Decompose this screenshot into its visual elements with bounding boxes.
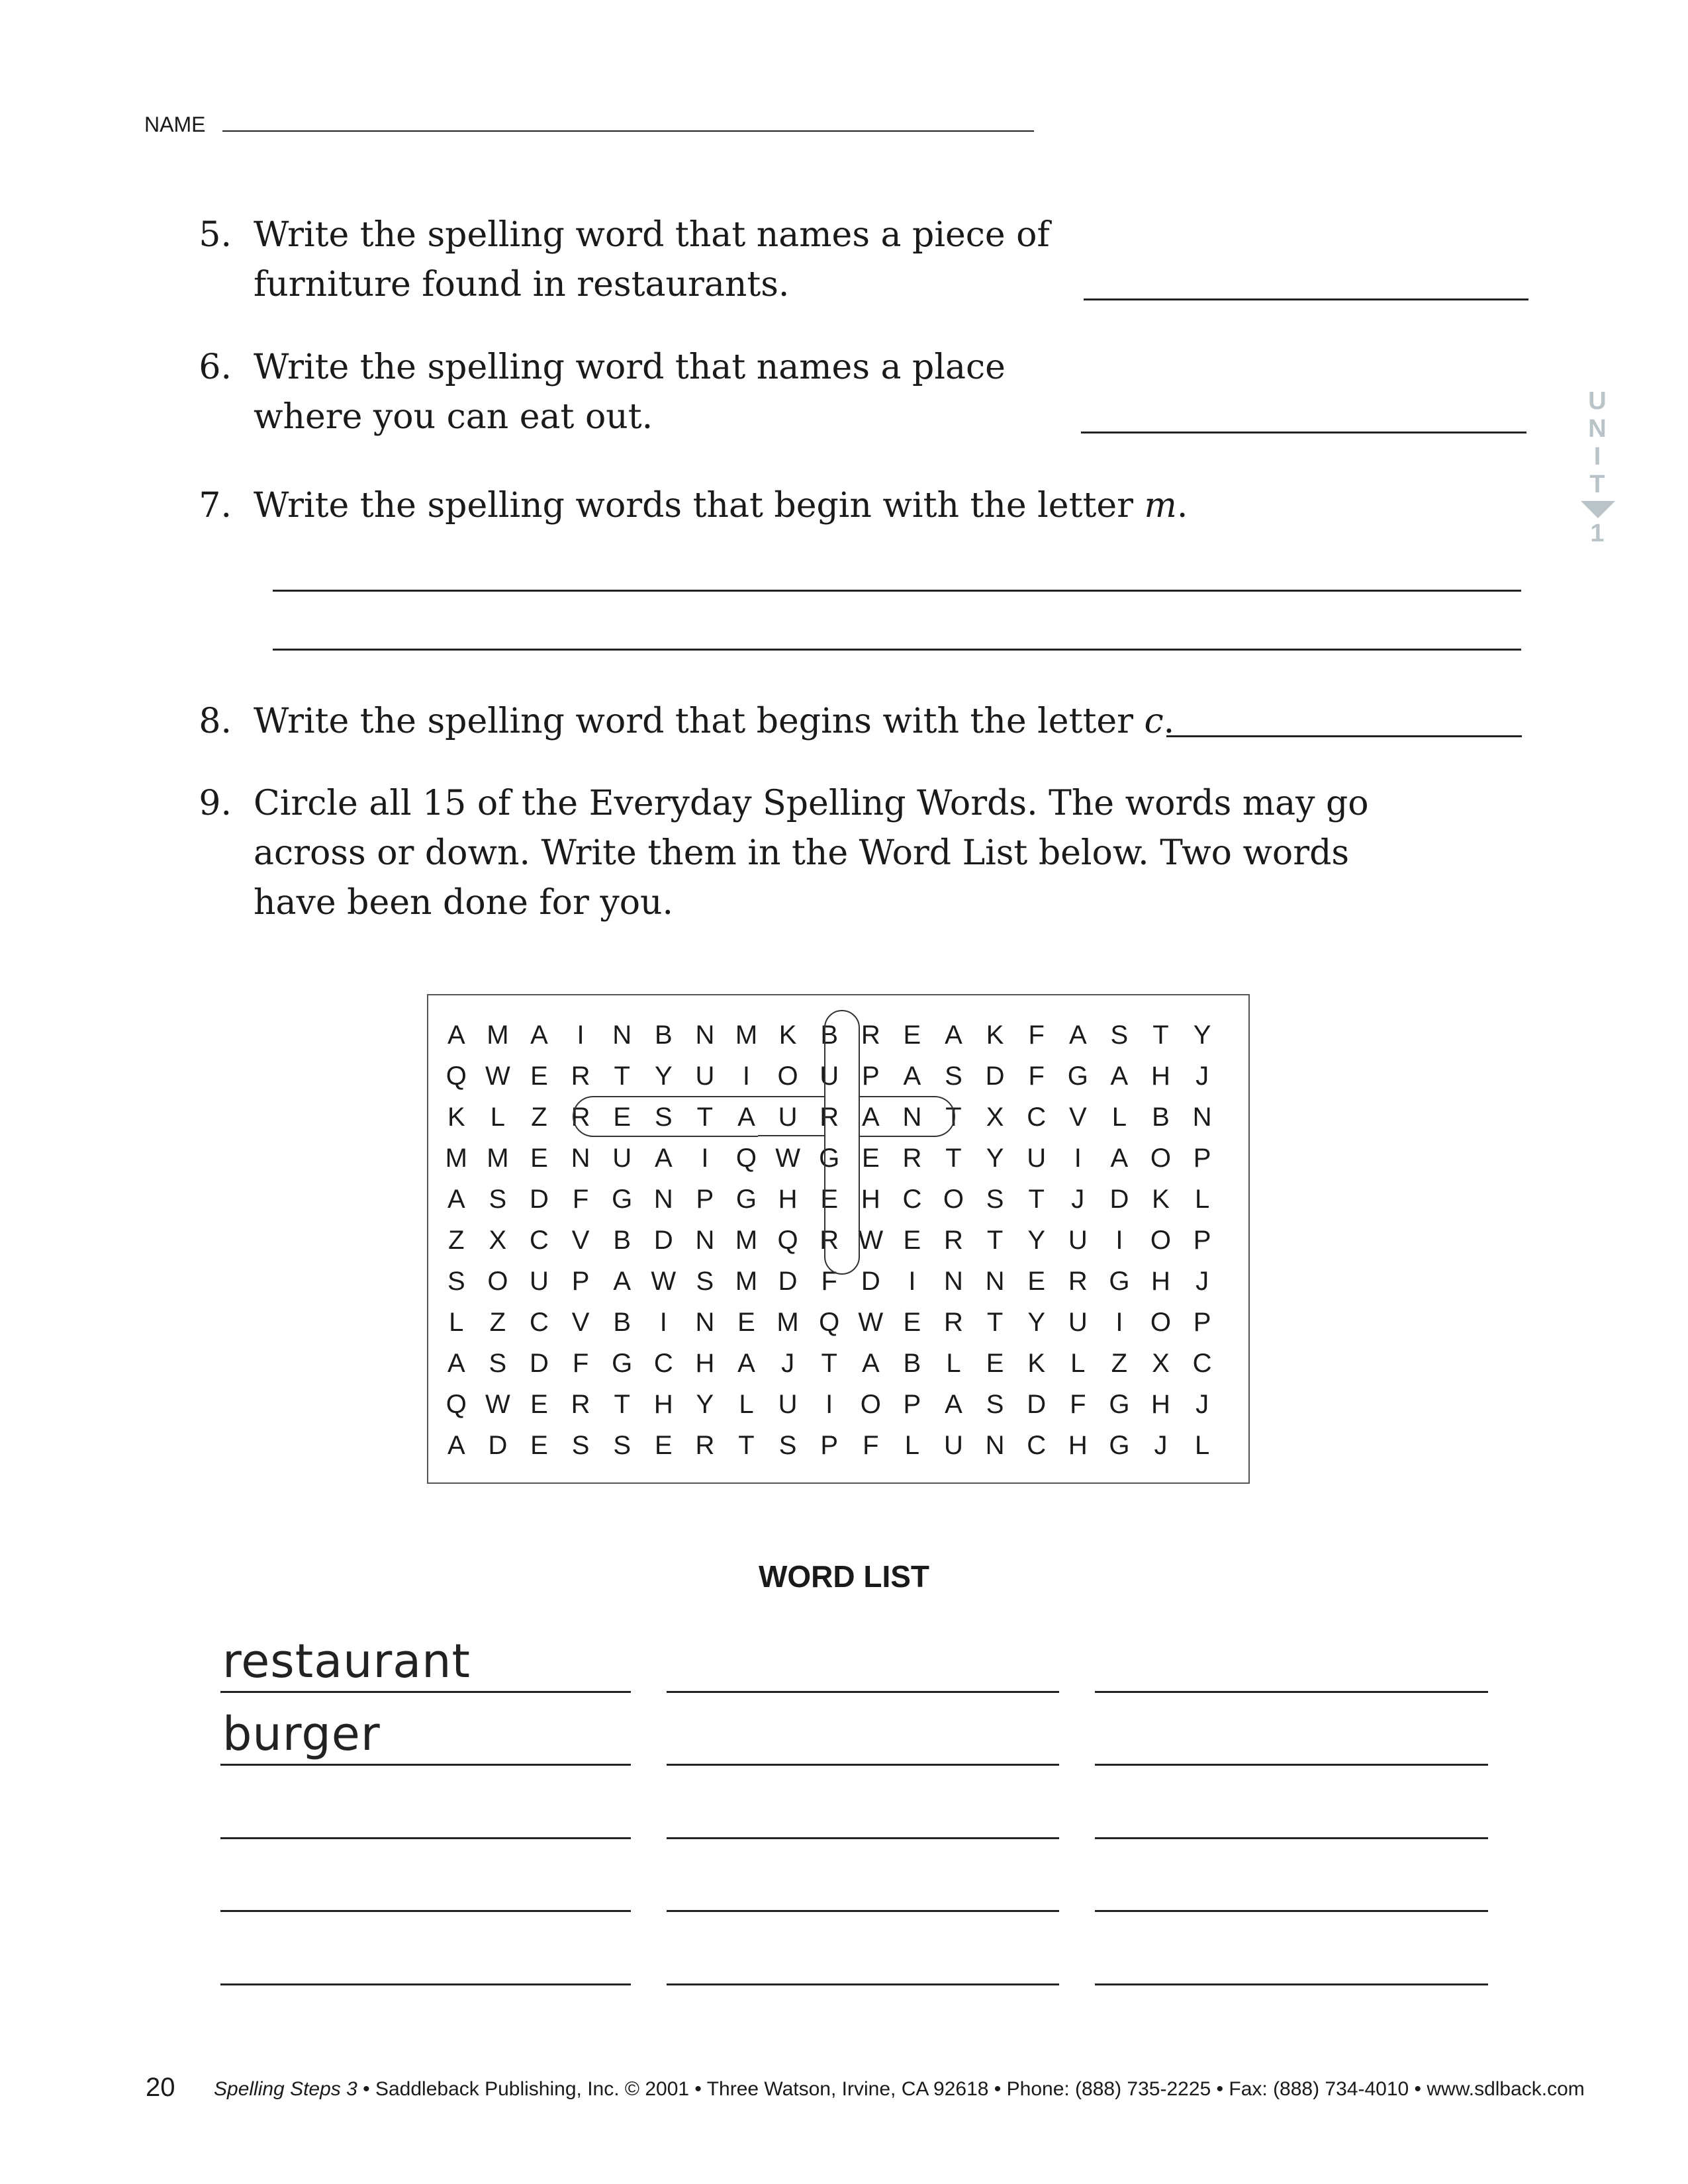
- grid-letter[interactable]: A: [613, 1267, 632, 1296]
- grid-letter[interactable]: E: [903, 1021, 921, 1050]
- grid-letter[interactable]: H: [861, 1185, 880, 1214]
- question-8-text-after: .: [1163, 702, 1175, 741]
- grid-letter[interactable]: A: [903, 1062, 921, 1091]
- grid-letter[interactable]: T: [614, 1062, 630, 1091]
- name-label: NAME: [144, 113, 206, 136]
- grid-letter[interactable]: R: [944, 1226, 963, 1255]
- grid-letter[interactable]: U: [778, 1390, 798, 1419]
- grid-letter[interactable]: B: [1152, 1103, 1170, 1132]
- grid-letter[interactable]: E: [530, 1062, 548, 1091]
- grid-letter[interactable]: U: [1027, 1144, 1047, 1173]
- word-list-line[interactable]: [220, 1691, 631, 1693]
- grid-letter[interactable]: N: [612, 1021, 632, 1050]
- grid-letter[interactable]: J: [1196, 1062, 1209, 1091]
- grid-letter[interactable]: M: [445, 1144, 467, 1173]
- grid-letter[interactable]: I: [908, 1267, 916, 1296]
- grid-letter[interactable]: I: [742, 1062, 751, 1091]
- grid-letter[interactable]: V: [571, 1308, 590, 1337]
- grid-letter[interactable]: C: [902, 1185, 922, 1214]
- grid-letter[interactable]: W: [651, 1267, 677, 1296]
- grid-letter[interactable]: C: [1027, 1431, 1047, 1460]
- grid-letter[interactable]: P: [1193, 1144, 1211, 1173]
- grid-letter[interactable]: X: [986, 1103, 1004, 1132]
- grid-letter[interactable]: T: [696, 1103, 714, 1132]
- grid-letter[interactable]: Y: [1027, 1308, 1046, 1337]
- grid-letter[interactable]: N: [571, 1144, 590, 1173]
- grid-letter[interactable]: X: [1152, 1349, 1170, 1378]
- grid-letter[interactable]: E: [986, 1349, 1004, 1378]
- grid-letter[interactable]: I: [1115, 1308, 1123, 1337]
- grid-letter[interactable]: O: [777, 1062, 798, 1091]
- grid-letter[interactable]: B: [654, 1021, 673, 1050]
- grid-letter[interactable]: T: [986, 1226, 1004, 1255]
- unit-tab-letter: U: [1588, 387, 1607, 415]
- grid-letter[interactable]: J: [1196, 1267, 1209, 1296]
- question-7-text: [254, 481, 1188, 531]
- grid-letter[interactable]: J: [1154, 1431, 1168, 1460]
- grid-letter[interactable]: H: [695, 1349, 715, 1378]
- grid-letter[interactable]: V: [1068, 1103, 1087, 1132]
- grid-letter[interactable]: E: [903, 1308, 921, 1337]
- grid-letter[interactable]: L: [739, 1390, 754, 1419]
- grid-letter[interactable]: S: [489, 1349, 507, 1378]
- grid-letter[interactable]: K: [1152, 1185, 1170, 1214]
- grid-letter[interactable]: Q: [735, 1144, 757, 1173]
- grid-letter[interactable]: M: [735, 1267, 758, 1296]
- grid-letter[interactable]: A: [654, 1144, 673, 1173]
- word-search-grid: [427, 994, 1250, 1484]
- grid-letter[interactable]: U: [612, 1144, 632, 1173]
- grid-letter[interactable]: R: [944, 1308, 963, 1337]
- word-list-line[interactable]: [667, 1983, 1059, 1985]
- question-6-number: 6.: [199, 347, 232, 387]
- word-list-line[interactable]: [220, 1837, 631, 1839]
- grid-letter[interactable]: N: [1192, 1103, 1212, 1132]
- grid-letter[interactable]: A: [737, 1349, 755, 1378]
- question-7-answer-line-2[interactable]: [273, 649, 1521, 651]
- grid-letter[interactable]: R: [571, 1062, 590, 1091]
- grid-letter[interactable]: O: [1150, 1308, 1172, 1337]
- grid-letter[interactable]: S: [654, 1103, 673, 1132]
- question-8-answer-line[interactable]: [1166, 735, 1522, 737]
- grid-letter[interactable]: K: [778, 1021, 797, 1050]
- question-7-answer-line-1[interactable]: [273, 590, 1521, 592]
- circled-word-restaurant-bottom: [758, 1135, 824, 1136]
- grid-letter[interactable]: J: [781, 1349, 795, 1378]
- grid-letter[interactable]: E: [737, 1308, 755, 1337]
- grid-letter[interactable]: A: [1068, 1021, 1087, 1050]
- grid-letter[interactable]: A: [1110, 1144, 1129, 1173]
- question-9-line-2: across or down. Write them in the Word List below. Two words: [254, 833, 1350, 873]
- grid-letter[interactable]: U: [820, 1062, 839, 1091]
- question-9-number: 9.: [199, 784, 232, 823]
- grid-letter[interactable]: L: [1194, 1431, 1210, 1460]
- word-list-line[interactable]: [220, 1983, 631, 1985]
- grid-letter[interactable]: Q: [819, 1308, 840, 1337]
- grid-letter[interactable]: N: [695, 1021, 715, 1050]
- grid-letter[interactable]: S: [447, 1267, 465, 1296]
- grid-letter[interactable]: Z: [531, 1103, 547, 1132]
- word-list-entry: restaurant: [222, 1634, 471, 1688]
- grid-letter[interactable]: E: [654, 1431, 673, 1460]
- grid-letter[interactable]: A: [447, 1021, 465, 1050]
- grid-letter[interactable]: I: [825, 1390, 833, 1419]
- grid-letter[interactable]: U: [944, 1431, 963, 1460]
- grid-letter[interactable]: P: [903, 1390, 921, 1419]
- grid-letter[interactable]: M: [735, 1226, 758, 1255]
- grid-letter[interactable]: I: [1115, 1226, 1123, 1255]
- unit-tab-number: 1: [1590, 520, 1605, 547]
- grid-letter[interactable]: N: [653, 1185, 673, 1214]
- question-5-answer-line[interactable]: [1084, 298, 1528, 300]
- grid-letter[interactable]: P: [696, 1185, 714, 1214]
- word-list-line[interactable]: [1095, 1764, 1488, 1766]
- grid-letter[interactable]: A: [530, 1021, 548, 1050]
- grid-letter[interactable]: G: [1109, 1390, 1130, 1419]
- grid-letter[interactable]: N: [985, 1431, 1005, 1460]
- grid-letter[interactable]: G: [1067, 1062, 1088, 1091]
- grid-letter[interactable]: T: [986, 1308, 1004, 1337]
- grid-letter[interactable]: U: [1068, 1226, 1088, 1255]
- grid-letter[interactable]: D: [488, 1431, 508, 1460]
- question-5-line-1: Write the spelling word that names a piece of: [254, 215, 1050, 255]
- grid-letter[interactable]: H: [1151, 1267, 1170, 1296]
- grid-letter[interactable]: Z: [1111, 1349, 1128, 1378]
- grid-letter[interactable]: F: [821, 1267, 837, 1296]
- grid-letter[interactable]: D: [530, 1349, 549, 1378]
- grid-letter[interactable]: A: [447, 1431, 465, 1460]
- grid-letter[interactable]: L: [1194, 1185, 1210, 1214]
- grid-letter[interactable]: D: [778, 1267, 798, 1296]
- grid-letter[interactable]: O: [487, 1267, 508, 1296]
- grid-letter[interactable]: I: [659, 1308, 667, 1337]
- grid-letter[interactable]: N: [985, 1267, 1005, 1296]
- name-input-line[interactable]: [222, 130, 1034, 132]
- grid-letter[interactable]: U: [1068, 1308, 1088, 1337]
- unit-tab: [1581, 387, 1614, 547]
- grid-letter[interactable]: H: [1068, 1431, 1088, 1460]
- grid-letter[interactable]: A: [861, 1103, 880, 1132]
- grid-letter[interactable]: W: [858, 1308, 884, 1337]
- grid-letter[interactable]: E: [1027, 1267, 1046, 1296]
- grid-letter[interactable]: D: [530, 1185, 549, 1214]
- word-list-line[interactable]: [667, 1691, 1059, 1693]
- grid-letter[interactable]: W: [485, 1390, 510, 1419]
- grid-letter[interactable]: G: [612, 1185, 633, 1214]
- question-6-answer-line[interactable]: [1081, 432, 1526, 433]
- grid-letter[interactable]: E: [613, 1103, 632, 1132]
- grid-letter[interactable]: R: [571, 1103, 590, 1132]
- grid-letter[interactable]: H: [1151, 1390, 1170, 1419]
- grid-letter[interactable]: T: [614, 1390, 630, 1419]
- grid-letter[interactable]: M: [776, 1308, 799, 1337]
- grid-letter[interactable]: S: [1110, 1021, 1129, 1050]
- grid-letter[interactable]: U: [695, 1062, 715, 1091]
- word-list-title: WORD LIST: [758, 1559, 930, 1594]
- grid-letter[interactable]: C: [530, 1308, 549, 1337]
- word-list-line[interactable]: [220, 1910, 631, 1912]
- page-number: 20: [146, 2073, 175, 2102]
- grid-letter[interactable]: O: [1150, 1144, 1172, 1173]
- grid-letter[interactable]: S: [489, 1185, 507, 1214]
- grid-letter[interactable]: R: [695, 1431, 715, 1460]
- word-list-line[interactable]: [1095, 1983, 1488, 1985]
- grid-letter[interactable]: S: [986, 1390, 1004, 1419]
- grid-letter[interactable]: G: [735, 1185, 757, 1214]
- question-6-line-1: Write the spelling word that names a place: [254, 347, 1006, 387]
- grid-letter[interactable]: T: [821, 1349, 837, 1378]
- grid-letter[interactable]: G: [612, 1349, 633, 1378]
- grid-letter[interactable]: N: [695, 1308, 715, 1337]
- word-list-line[interactable]: [667, 1764, 1059, 1766]
- grid-letter[interactable]: M: [487, 1144, 509, 1173]
- grid-letter[interactable]: E: [530, 1144, 548, 1173]
- grid-letter[interactable]: H: [653, 1390, 673, 1419]
- question-5-line-2: furniture found in restaurants.: [254, 265, 790, 304]
- grid-letter[interactable]: Z: [489, 1308, 506, 1337]
- question-9-line-1: Circle all 15 of the Everyday Spelling Words. The words may go: [254, 784, 1369, 823]
- grid-letter[interactable]: J: [1196, 1390, 1209, 1419]
- grid-letter[interactable]: Q: [445, 1390, 467, 1419]
- grid-letter[interactable]: R: [861, 1021, 880, 1050]
- grid-letter[interactable]: D: [861, 1267, 880, 1296]
- grid-letter[interactable]: R: [1068, 1267, 1088, 1296]
- grid-letter[interactable]: F: [1028, 1062, 1045, 1091]
- grid-letter[interactable]: S: [696, 1267, 714, 1296]
- circled-word-restaurant-left: [573, 1096, 758, 1137]
- grid-letter[interactable]: R: [571, 1390, 590, 1419]
- grid-letter[interactable]: H: [778, 1185, 798, 1214]
- grid-letter[interactable]: C: [530, 1226, 549, 1255]
- grid-letter[interactable]: M: [487, 1021, 509, 1050]
- grid-letter[interactable]: Y: [696, 1390, 714, 1419]
- unit-tab-letter: T: [1589, 471, 1605, 498]
- grid-letter[interactable]: A: [945, 1390, 962, 1419]
- grid-letter[interactable]: K: [447, 1103, 465, 1132]
- grid-letter[interactable]: O: [943, 1185, 964, 1214]
- grid-letter[interactable]: S: [613, 1431, 632, 1460]
- grid-letter[interactable]: T: [738, 1431, 755, 1460]
- grid-letter[interactable]: L: [946, 1349, 961, 1378]
- grid-letter[interactable]: Y: [654, 1062, 673, 1091]
- grid-letter[interactable]: P: [820, 1431, 839, 1460]
- grid-letter[interactable]: B: [903, 1349, 921, 1378]
- grid-letter[interactable]: M: [735, 1021, 758, 1050]
- grid-letter[interactable]: C: [1027, 1103, 1047, 1132]
- grid-letter[interactable]: I: [1074, 1144, 1082, 1173]
- grid-letter[interactable]: S: [945, 1062, 962, 1091]
- grid-letter[interactable]: N: [902, 1103, 922, 1132]
- circled-word-restaurant-right: [859, 1096, 955, 1137]
- grid-letter[interactable]: E: [861, 1144, 880, 1173]
- grid-letter[interactable]: K: [1027, 1349, 1046, 1378]
- word-list-line[interactable]: [1095, 1837, 1488, 1839]
- word-list-line[interactable]: [220, 1764, 631, 1766]
- grid-letter[interactable]: S: [571, 1431, 590, 1460]
- question-7-text-after: .: [1176, 486, 1188, 525]
- question-8-number: 8.: [199, 702, 232, 741]
- grid-letter[interactable]: Q: [445, 1062, 467, 1091]
- grid-letter[interactable]: E: [530, 1431, 548, 1460]
- question-5-number: 5.: [199, 215, 232, 255]
- grid-letter[interactable]: A: [447, 1185, 465, 1214]
- grid-letter[interactable]: D: [653, 1226, 673, 1255]
- grid-letter[interactable]: S: [986, 1185, 1004, 1214]
- grid-letter[interactable]: J: [1071, 1185, 1085, 1214]
- grid-letter[interactable]: Y: [986, 1144, 1004, 1173]
- grid-letter[interactable]: K: [986, 1021, 1004, 1050]
- grid-letter[interactable]: I: [701, 1144, 709, 1173]
- unit-tab-letter: N: [1588, 415, 1607, 443]
- grid-letter[interactable]: U: [778, 1103, 798, 1132]
- grid-letter[interactable]: F: [1070, 1390, 1086, 1419]
- grid-letter[interactable]: B: [613, 1226, 632, 1255]
- grid-letter[interactable]: T: [1028, 1185, 1045, 1214]
- grid-letter[interactable]: W: [485, 1062, 510, 1091]
- grid-letter[interactable]: Y: [1027, 1226, 1046, 1255]
- footer-publisher: • Saddleback Publishing, Inc. © 2001 • Three Watson, Irvine, CA 92618 • Phone: (888) 735-2225 • Fax: (888) 734-4010 • www.sdlback.com: [357, 2078, 1585, 2100]
- grid-letter[interactable]: A: [1110, 1062, 1129, 1091]
- grid-letter[interactable]: L: [449, 1308, 464, 1337]
- grid-letter[interactable]: B: [820, 1021, 839, 1050]
- word-list-line[interactable]: [667, 1837, 1059, 1839]
- grid-letter[interactable]: F: [1028, 1021, 1045, 1050]
- footer-credit: [214, 2078, 1585, 2101]
- grid-letter[interactable]: E: [530, 1390, 548, 1419]
- grid-letter[interactable]: F: [572, 1349, 589, 1378]
- grid-letter[interactable]: D: [985, 1062, 1005, 1091]
- grid-letter[interactable]: T: [1152, 1021, 1169, 1050]
- footer-book-title: Spelling Steps 3: [214, 2078, 357, 2100]
- grid-letter[interactable]: E: [903, 1226, 921, 1255]
- grid-letter[interactable]: W: [775, 1144, 800, 1173]
- grid-letter[interactable]: H: [1151, 1062, 1170, 1091]
- question-6-line-2: where you can eat out.: [254, 397, 653, 437]
- grid-letter[interactable]: G: [1109, 1431, 1130, 1460]
- grid-letter[interactable]: L: [904, 1431, 920, 1460]
- grid-letter[interactable]: T: [945, 1144, 962, 1173]
- grid-letter[interactable]: A: [737, 1103, 755, 1132]
- grid-letter[interactable]: D: [1109, 1185, 1129, 1214]
- grid-letter[interactable]: L: [1111, 1103, 1127, 1132]
- circled-word-restaurant-top: [758, 1096, 824, 1097]
- grid-letter[interactable]: P: [1193, 1308, 1211, 1337]
- grid-letter[interactable]: X: [489, 1226, 507, 1255]
- circled-word-burger: [824, 1010, 860, 1275]
- grid-letter[interactable]: T: [945, 1103, 962, 1132]
- unit-tab-arrow-icon: [1581, 501, 1615, 518]
- grid-letter[interactable]: Y: [1193, 1021, 1211, 1050]
- grid-letter[interactable]: P: [571, 1267, 590, 1296]
- question-7-number: 7.: [199, 486, 232, 525]
- grid-letter[interactable]: P: [861, 1062, 880, 1091]
- unit-tab-letter: I: [1593, 443, 1601, 471]
- grid-letter[interactable]: D: [1027, 1390, 1047, 1419]
- grid-letter[interactable]: R: [820, 1103, 839, 1132]
- grid-letter[interactable]: V: [571, 1226, 590, 1255]
- grid-letter[interactable]: C: [1192, 1349, 1212, 1378]
- grid-letter[interactable]: I: [577, 1021, 585, 1050]
- question-7-letter: m: [1144, 486, 1177, 525]
- grid-letter[interactable]: P: [1193, 1226, 1211, 1255]
- word-list-line[interactable]: [667, 1910, 1059, 1912]
- question-7-text-before: Write the spelling words that begin with the letter: [254, 486, 1145, 525]
- grid-letter[interactable]: B: [613, 1308, 632, 1337]
- grid-letter[interactable]: O: [860, 1390, 881, 1419]
- grid-letter[interactable]: F: [863, 1431, 879, 1460]
- grid-letter[interactable]: C: [653, 1349, 673, 1378]
- question-8-letter: c: [1144, 702, 1164, 741]
- word-list-entry: burger: [222, 1707, 381, 1761]
- grid-letter[interactable]: F: [572, 1185, 589, 1214]
- grid-letter[interactable]: A: [861, 1349, 880, 1378]
- grid-letter[interactable]: U: [530, 1267, 549, 1296]
- word-list-line[interactable]: [1095, 1691, 1488, 1693]
- word-list-line[interactable]: [1095, 1910, 1488, 1912]
- question-8-text: [254, 697, 1174, 747]
- grid-letter[interactable]: A: [447, 1349, 465, 1378]
- grid-letter[interactable]: G: [819, 1144, 840, 1173]
- grid-letter[interactable]: S: [778, 1431, 797, 1460]
- grid-letter[interactable]: N: [695, 1226, 715, 1255]
- grid-letter[interactable]: Q: [777, 1226, 798, 1255]
- question-9-line-3: have been done for you.: [254, 883, 674, 923]
- grid-letter[interactable]: R: [820, 1226, 839, 1255]
- grid-letter[interactable]: L: [1070, 1349, 1086, 1378]
- grid-letter[interactable]: R: [902, 1144, 922, 1173]
- question-8-text-before: Write the spelling word that begins with the letter: [254, 702, 1145, 741]
- grid-letter[interactable]: E: [820, 1185, 839, 1214]
- grid-letter[interactable]: Z: [448, 1226, 465, 1255]
- grid-letter[interactable]: A: [945, 1021, 962, 1050]
- grid-letter[interactable]: O: [1150, 1226, 1172, 1255]
- grid-letter[interactable]: N: [944, 1267, 963, 1296]
- grid-letter[interactable]: G: [1109, 1267, 1130, 1296]
- grid-letter[interactable]: L: [490, 1103, 506, 1132]
- grid-letter[interactable]: W: [858, 1226, 884, 1255]
